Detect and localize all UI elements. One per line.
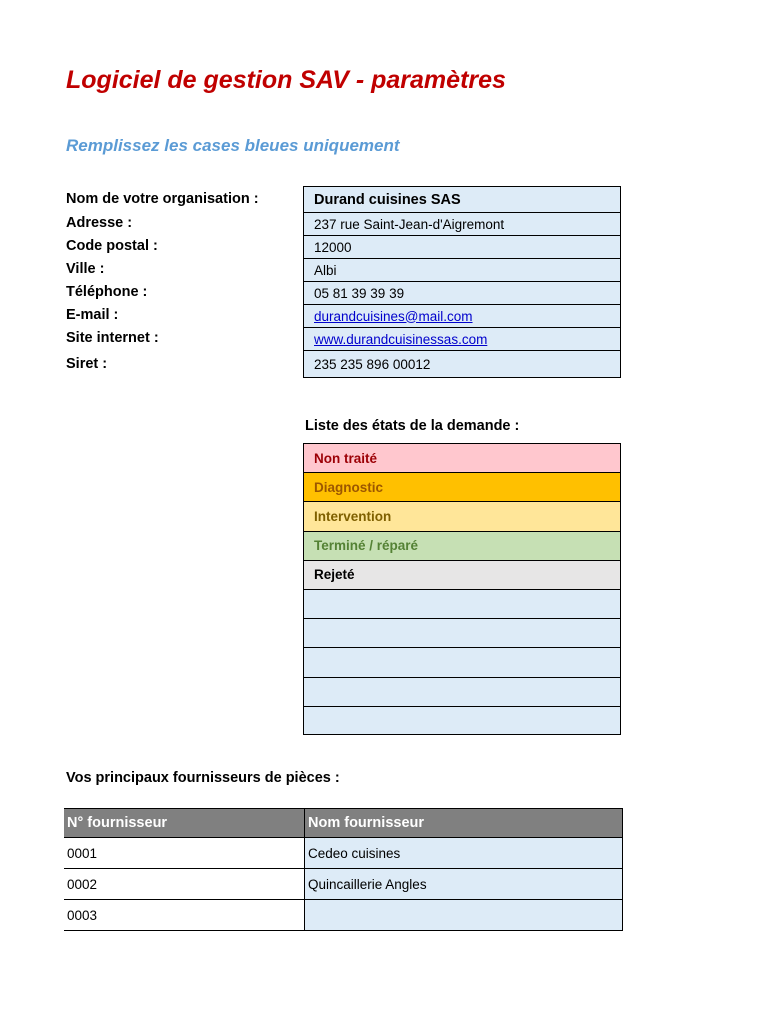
supplier-number-cell[interactable]: 0001 [64,838,304,869]
field-address[interactable]: 237 rue Saint-Jean-d'Aigremont [304,213,620,236]
supplier-name-cell[interactable]: Cedeo cuisines [304,838,623,869]
label-siret: Siret : [66,356,108,372]
label-organization-name: Nom de votre organisation : [66,191,259,207]
field-website[interactable] [304,328,620,351]
label-city: Ville : [66,261,105,277]
supplier-number-cell[interactable]: 0002 [64,869,304,900]
state-item-empty[interactable] [304,707,620,734]
header-supplier-name: Nom fournisseur [304,808,623,838]
field-siret[interactable]: 235 235 896 00012 [314,356,431,372]
supplier-name-cell[interactable] [304,900,623,931]
organization-fields [303,186,621,378]
field-phone[interactable]: 05 81 39 39 39 [304,282,620,305]
state-item-intervention[interactable]: Intervention [304,502,620,531]
states-list [303,443,621,735]
field-city[interactable]: Albi [304,259,620,282]
field-postal-code[interactable]: 12000 [304,236,620,259]
state-item-empty[interactable] [304,678,620,707]
label-postal-code: Code postal : [66,238,158,254]
supplier-number-cell[interactable]: 0003 [64,900,304,931]
label-address: Adresse : [66,215,133,231]
field-email[interactable] [304,305,620,328]
supplier-name-cell[interactable]: Quincaillerie Angles [304,869,623,900]
state-item-empty[interactable] [304,648,620,677]
state-item-empty[interactable] [304,619,620,648]
label-website: Site internet : [66,330,159,346]
website-link[interactable]: www.durandcuisinessas.com [314,331,488,347]
label-email: E-mail : [66,307,119,323]
page-title: Logiciel de gestion SAV - paramètres [66,66,506,94]
state-item-empty[interactable] [304,590,620,619]
state-item-diagnostic[interactable]: Diagnostic [304,473,620,502]
header-supplier-number: N° fournisseur [64,808,304,838]
field-organization-name[interactable]: Durand cuisines SAS [304,187,620,213]
state-item-termine[interactable]: Terminé / réparé [304,532,620,561]
instructions-subtitle: Remplissez les cases bleues uniquement [66,136,400,155]
state-item-rejete[interactable]: Rejeté [304,561,620,590]
email-link[interactable]: durandcuisines@mail.com [314,308,473,324]
state-item-non-traite[interactable]: Non traité [304,444,620,473]
label-phone: Téléphone : [66,284,148,300]
suppliers-title: Vos principaux fournisseurs de pièces : [66,770,340,786]
states-title: Liste des états de la demande : [305,418,520,434]
